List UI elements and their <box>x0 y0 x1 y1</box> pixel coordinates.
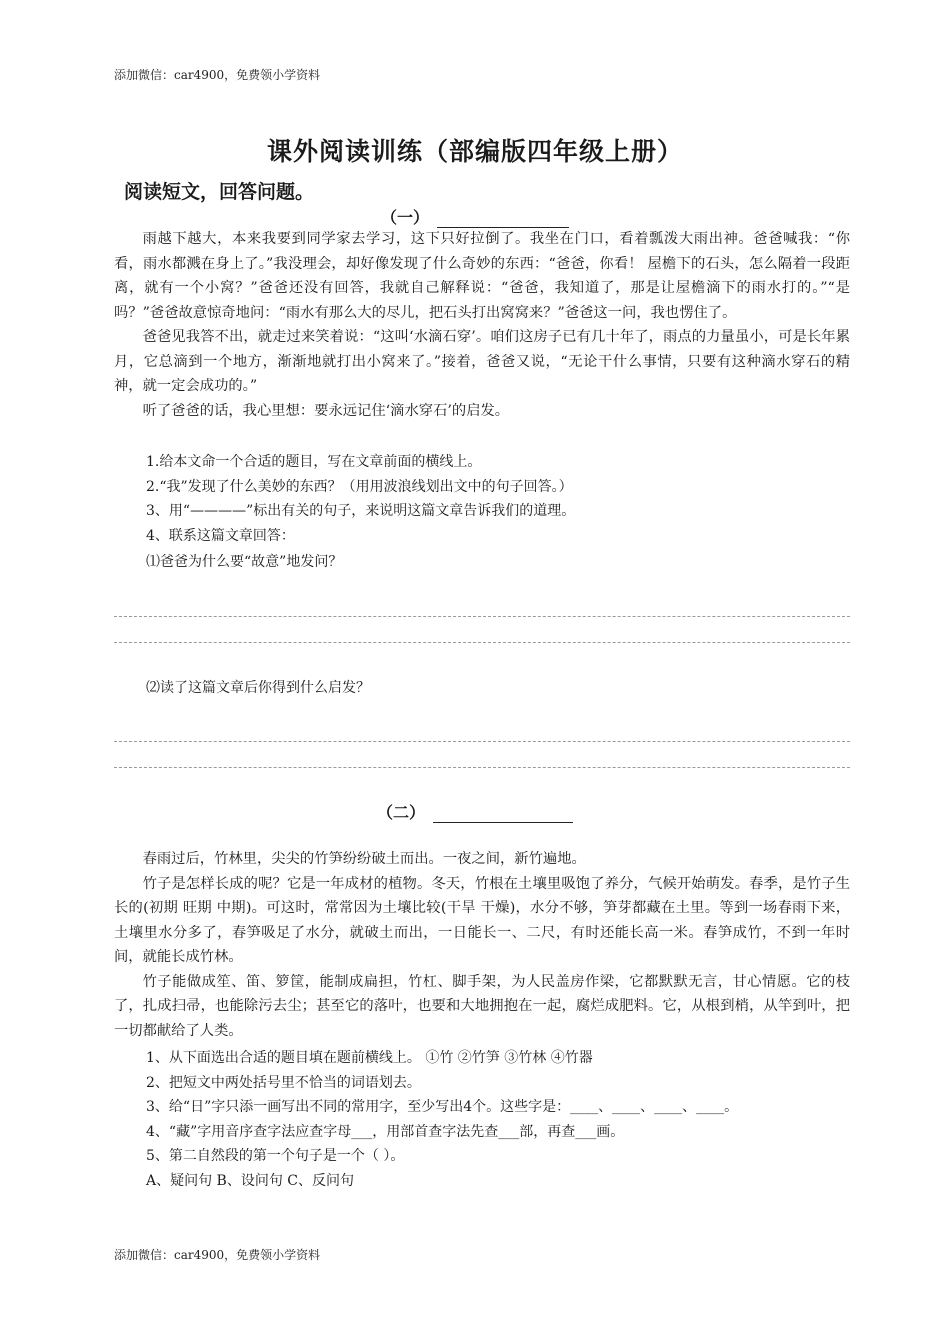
sub-question-1: ⑴爸爸为什么要“故意”地发问？ <box>146 554 343 570</box>
section-2-heading <box>0 800 950 823</box>
question-item: A、疑问句 B、设问句 C、反问句 <box>146 1172 355 1189</box>
question-item: 1.给本文命一个合适的题目，写在文章前面的横线上。 <box>146 454 482 470</box>
answer-line[interactable] <box>114 741 850 742</box>
passage-paragraph: 爸爸见我答不出，就走过来笑着说：“这叫‘水滴石穿’。咱们这房子已有几十年了，雨点的力量虽小，可是长年累月，它总滴到一个地方，渐渐地就打出小窝来了。”接着，爸爸又说，“无论干什么事情，只要有这种滴水穿石的精神，就一定会成功的。” <box>114 329 850 394</box>
section-2-questions <box>146 1046 738 1193</box>
sub-question-2: ⑵读了这篇文章后你得到什么启发？ <box>146 680 370 696</box>
page-title: 课外阅读训练（部编版四年级上册） <box>266 137 683 166</box>
question-item: 2.“我”发现了什么美妙的东西？（用用波浪线划出文中的句子回答。） <box>146 478 573 495</box>
instruction-subtitle: 阅读短文，回答问题。 <box>124 181 315 203</box>
section-2-passage <box>114 847 850 1043</box>
passage-paragraph: 竹子能做成笙、笛、箩筐，能制成扁担，竹杠、脚手架，为人民盖房作梁，它都默默无言，甘心情愿。它的枝了，扎成扫帚，也能除污去尘；甚至它的落叶，也要和大地拥抱在一起，腐烂成肥料。它，从根到梢，从竿到叶，把一切都献给了人类。 <box>114 973 850 1039</box>
question-item: 4、联系这篇文章回答： <box>146 527 295 544</box>
passage-paragraph: 春雨过后，竹林里，尖尖的竹笋纷纷破土而出。一夜之间，新竹遍地。 <box>142 851 586 867</box>
header-note: 添加微信：car4900，免费领小学资料 <box>114 68 321 82</box>
passage-paragraph: 雨越下越大，本来我要到同学家去学习，这下只好拉倒了。我坐在门口，看着瓢泼大雨出神。爸爸喊我：“你看，雨水都溅在身上了。”我没理会，却好像发现了什么奇妙的东西：“爸爸，你看！ 屋檐下的石头，怎么隔着一段距离，就有一个小窝？”爸爸还没有回答，我就自己解释说：“爸爸，我知道了，那是让屋檐滴下的雨水打的。”“是吗？”爸爸故意惊奇地问：“雨水有那么大的尽儿，把石头打出窝窝来？”爸爸这一问，我也愣住了。 <box>114 231 850 321</box>
section-1-title-blank[interactable] <box>437 213 569 228</box>
question-item: 1、从下面选出合适的题目填在题前横线上。 ①竹 ②竹笋 ③竹林 ④竹器 <box>146 1050 593 1066</box>
passage-paragraph: 听了爸爸的话，我心里想：要永远记住‘滴水穿石’的启发。 <box>142 402 510 419</box>
section-1-passage <box>114 227 850 423</box>
question-item: 4、“藏”字用音序查字法应查字母___，用部首查字法先查___部，再查___画。 <box>146 1123 625 1140</box>
section-2-title-blank[interactable] <box>433 808 573 823</box>
question-item: 3、给“日”字只添一画写出不同的常用字，至少写出4个。这些字是：____、____、____、____。 <box>146 1099 739 1115</box>
section-1-heading <box>0 205 950 228</box>
footer-note: 添加微信：car4900，免费领小学资料 <box>114 1248 321 1262</box>
question-item: 5、第二自然段的第一个句子是一个（ ）。 <box>146 1148 405 1164</box>
question-item: 3、用“————”标出有关的句子，来说明这篇文章告诉我们的道理。 <box>146 503 576 519</box>
passage-paragraph: 竹子是怎样长成的呢？它是一年成材的植物。冬天，竹根在土壤里吸饱了养分，气候开始萌发。春季，是竹子生长的(初期 旺期 中期)。可这时，常常因为土壤比较(干旱 干燥)，水分不够，笋芽都藏在土里。等到一场春雨下来，土壤里水分多了，春笋吸足了水分，就破土而出，一日能长一、二尺，有时还能长高一米。春笋成竹，不到一年时间，就能长成竹林。 <box>114 875 850 965</box>
question-item: 2、把短文中两处括号里不恰当的词语划去。 <box>146 1074 421 1091</box>
answer-line[interactable] <box>114 767 850 768</box>
section-1-questions <box>146 450 575 548</box>
section-1-label: （一） <box>380 208 429 227</box>
section-2-label: （二） <box>376 803 425 822</box>
answer-line[interactable] <box>114 642 850 643</box>
answer-line[interactable] <box>114 616 850 617</box>
